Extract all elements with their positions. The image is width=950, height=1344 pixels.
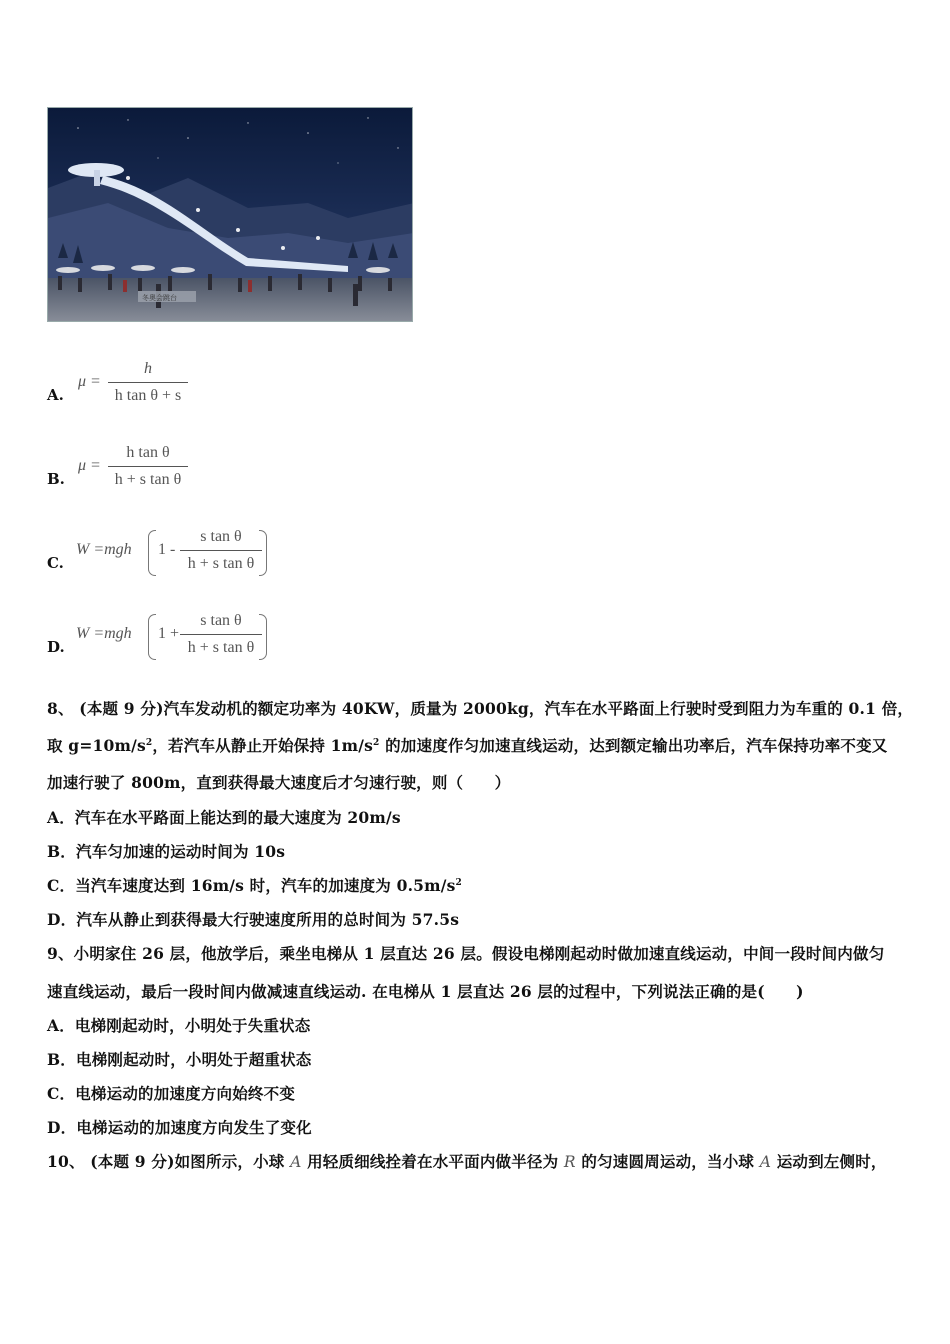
q7-option-d-numerator: s tan θ xyxy=(200,612,242,629)
q8-option-b: B．汽车匀加速的运动时间为 10s xyxy=(47,842,286,861)
q10-var-a2: A xyxy=(759,1153,772,1171)
q7-option-a-numerator: h xyxy=(144,360,152,377)
q7-option-b-lhs: μ = xyxy=(78,457,101,474)
q9-stem-line-1: 9、小明家住 26 层，他放学后，乘坐电梯从 1 层直达 26 层。假设电梯刚起动时做加速直线运动，中间一段时间内做匀 xyxy=(47,944,885,963)
q8-stem-line-2c: 的加速度作匀加速直线运动，达到额定输出功率后，汽车保持功率不变又 xyxy=(379,736,888,755)
q7-option-d-label: D. xyxy=(47,638,65,656)
q7-option-c-inner: 1 - xyxy=(158,541,176,558)
q7-option-c-right-paren xyxy=(259,530,267,576)
q7-option-d-denominator: h + s tan θ xyxy=(187,639,255,656)
q8-sup-1: 2 xyxy=(145,737,153,748)
q9-option-c: C．电梯运动的加速度方向始终不变 xyxy=(47,1084,296,1103)
q8-sup-2: 2 xyxy=(373,737,380,748)
q7-option-d-right-paren xyxy=(259,614,267,660)
q10-part-4: 运动到左侧时， xyxy=(771,1152,887,1171)
ski-jump-photo xyxy=(47,107,413,322)
q8-option-c xyxy=(47,874,462,896)
q8-stem-line-2a: 取 g=10m/s xyxy=(47,736,146,755)
q10-stem-line-1 xyxy=(47,1150,887,1172)
q8-stem-line-2 xyxy=(47,734,888,756)
q7-option-a-denominator: h tan θ + s xyxy=(114,387,182,404)
q9-option-d: D．电梯运动的加速度方向发生了变化 xyxy=(47,1118,312,1137)
q10-var-a: A xyxy=(290,1153,302,1171)
q10-part-3: 的匀速圆周运动，当小球 xyxy=(575,1152,760,1171)
q7-option-c-lhs: W =mgh xyxy=(76,541,132,558)
q7-option-c-left-paren xyxy=(148,530,156,576)
q7-option-d-inner: 1 + xyxy=(158,625,180,642)
q10-part-2: 用轻质细线拴着在水平面内做半径为 xyxy=(301,1152,564,1171)
q7-option-b-numerator: h tan θ xyxy=(126,444,170,461)
q7-option-b-denominator: h + s tan θ xyxy=(114,471,182,488)
photo-caption: 冬奥会跳台 xyxy=(142,294,177,302)
q9-option-b: B．电梯刚起动时，小明处于超重状态 xyxy=(47,1050,312,1069)
q7-option-c-numerator: s tan θ xyxy=(200,528,242,545)
ski-jump-illustration xyxy=(48,108,413,322)
q7-option-b-formula xyxy=(78,457,101,475)
q8-option-c-sup: 2 xyxy=(455,877,463,888)
q7-option-d-lhs: W =mgh xyxy=(76,625,132,642)
q10-part-1: 10、 (本题 9 分)如图所示，小球 xyxy=(47,1152,291,1171)
q7-option-c-denominator: h + s tan θ xyxy=(187,555,255,572)
q7-option-a-formula xyxy=(78,373,101,391)
q7-option-b-label: B. xyxy=(47,470,65,488)
q9-option-a: A．电梯刚起动时，小明处于失重状态 xyxy=(47,1016,311,1035)
q8-option-d: D．汽车从静止到获得最大行驶速度所用的总时间为 57.5s xyxy=(47,910,460,929)
q9-stem-line-2: 速直线运动，最后一段时间内做减速直线运动. 在电梯从 1 层直达 26 层的过程中，下列说法正确的是( ) xyxy=(47,982,804,1001)
q10-var-r: R xyxy=(563,1153,576,1171)
q8-option-a: A．汽车在水平路面上能达到的最大速度为 20m/s xyxy=(47,808,401,827)
q7-option-d-left-paren xyxy=(148,614,156,660)
q8-stem-line-2b: ，若汽车从静止开始保持 1m/s xyxy=(152,736,374,755)
q7-option-c-label: C. xyxy=(47,554,64,572)
q7-option-a-lhs: μ = xyxy=(78,373,101,390)
q7-option-a-label: A. xyxy=(47,386,64,404)
q8-option-c-text: C．当汽车速度达到 16m/s 时，汽车的加速度为 0.5m/s xyxy=(47,876,456,895)
q8-stem-line-3: 加速行驶了 800m，直到获得最大速度后才匀速行驶，则（ ） xyxy=(47,773,511,792)
q8-stem-line-1: 8、 (本题 9 分)汽车发动机的额定功率为 40KW，质量为 2000kg，汽车在水平路面上行驶时受到阻力为车重的 0.1 倍， xyxy=(47,699,914,718)
